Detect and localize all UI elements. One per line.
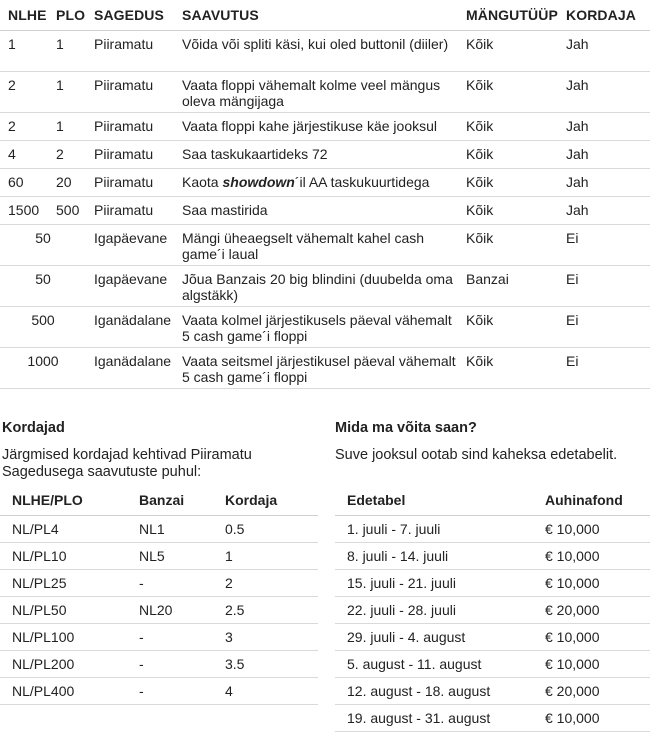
cell-points: 500 [0, 307, 86, 348]
cell-period: 19. august - 31. august [335, 705, 533, 732]
cell-period: 1. juuli - 7. juuli [335, 516, 533, 543]
table-row [0, 72, 650, 113]
cell-game-type: Kõik [458, 31, 558, 72]
cell-achievement [174, 197, 458, 225]
cell-frequency: Igapäevane [86, 225, 174, 266]
table-row [0, 678, 318, 705]
table-row [0, 597, 318, 624]
cell-game-type: Kõik [458, 141, 558, 169]
cell-frequency: Piiramatu [86, 169, 174, 197]
cell-points: 50 [0, 266, 86, 307]
table-row [335, 570, 650, 597]
cell-plo: 500 [48, 197, 86, 225]
cell-stake: NL/PL50 [0, 597, 127, 624]
cell-achievement [174, 307, 458, 348]
multipliers-title: Kordajad [2, 420, 65, 436]
prizes-table [335, 485, 650, 732]
cell-kordaja: 4 [213, 678, 318, 705]
header-prize-pool: Auhinafond [533, 485, 650, 516]
header-nlhe-plo: NLHE/PLO [0, 485, 127, 516]
cell-stake: NL/PL4 [0, 516, 127, 543]
cell-achievement [174, 225, 458, 266]
header-frequency: SAGEDUS [86, 0, 174, 31]
cell-game-type: Kõik [458, 72, 558, 113]
achievement-text: Võida või spliti käsi, kui oled buttonil (diiler) [182, 36, 449, 52]
cell-frequency: Iganädalane [86, 348, 174, 389]
table-row [335, 543, 650, 570]
cell-achievement [174, 141, 458, 169]
table-row [0, 307, 650, 348]
cell-game-type: Kõik [458, 348, 558, 389]
table-row [0, 624, 318, 651]
cell-kordaja: 2.5 [213, 597, 318, 624]
cell-plo: 1 [48, 72, 86, 113]
cell-multiplier: Ei [558, 348, 650, 389]
cell-prize: € 10,000 [533, 651, 650, 678]
cell-plo: 1 [48, 31, 86, 72]
cell-points: 1000 [0, 348, 86, 389]
cell-banzai: - [127, 570, 213, 597]
cell-kordaja: 1 [213, 543, 318, 570]
table-row [335, 678, 650, 705]
cell-banzai: NL1 [127, 516, 213, 543]
achievement-text: Vaata kolmel järjestikusels päeval vähemalt 5 cash game´i floppi [182, 312, 452, 344]
cell-period: 5. august - 11. august [335, 651, 533, 678]
achievement-text: Mängi üheaegselt vähemalt kahel cash game´i laual [182, 230, 425, 262]
cell-game-type: Kõik [458, 225, 558, 266]
cell-achievement [174, 72, 458, 113]
cell-frequency: Piiramatu [86, 31, 174, 72]
cell-banzai: - [127, 624, 213, 651]
achievement-text: Vaata floppi vähemalt kolme veel mängus oleva mängijaga [182, 77, 441, 109]
cell-banzai: - [127, 651, 213, 678]
cell-multiplier: Ei [558, 225, 650, 266]
cell-frequency: Piiramatu [86, 113, 174, 141]
cell-nlhe: 1500 [0, 197, 48, 225]
table-row [0, 570, 318, 597]
cell-frequency: Piiramatu [86, 72, 174, 113]
table-row [0, 543, 318, 570]
achievement-text: Vaata seitsmel järjestikusel päeval vähemalt 5 cash game´i floppi [182, 353, 456, 385]
cell-period: 8. juuli - 14. juuli [335, 543, 533, 570]
cell-kordaja: 2 [213, 570, 318, 597]
cell-frequency: Piiramatu [86, 141, 174, 169]
table-row [335, 597, 650, 624]
cell-game-type: Kõik [458, 169, 558, 197]
table-row [0, 31, 650, 72]
cell-nlhe: 2 [0, 72, 48, 113]
cell-period: 12. august - 18. august [335, 678, 533, 705]
achievement-text-end: ´il AA taskukuurtidega [294, 174, 430, 190]
table-row [335, 624, 650, 651]
header-multiplier: KORDAJA [558, 0, 650, 31]
table-row [0, 516, 318, 543]
table-row [0, 348, 650, 389]
multipliers-description: Järgmised kordajad kehtivad Piiramatu Sagedusega saavutuste puhul: [2, 447, 252, 480]
cell-multiplier: Jah [558, 169, 650, 197]
cell-multiplier: Ei [558, 266, 650, 307]
table-row [335, 516, 650, 543]
table-row [0, 651, 318, 678]
prizes-description: Suve jooksul ootab sind kaheksa edetabelit. [335, 447, 618, 463]
cell-prize: € 10,000 [533, 516, 650, 543]
cell-plo: 20 [48, 169, 86, 197]
cell-prize: € 20,000 [533, 597, 650, 624]
header-plo: PLO [48, 0, 86, 31]
cell-prize: € 10,000 [533, 705, 650, 732]
cell-period: 15. juuli - 21. juuli [335, 570, 533, 597]
cell-kordaja: 3.5 [213, 651, 318, 678]
table-row [0, 141, 650, 169]
cell-achievement [174, 348, 458, 389]
header-nlhe: NLHE [0, 0, 48, 31]
cell-multiplier: Jah [558, 31, 650, 72]
cell-frequency: Iganädalane [86, 307, 174, 348]
cell-nlhe: 60 [0, 169, 48, 197]
cell-frequency: Igapäevane [86, 266, 174, 307]
cell-kordaja: 3 [213, 624, 318, 651]
cell-stake: NL/PL100 [0, 624, 127, 651]
achievement-text: Kaota [182, 174, 223, 190]
cell-points: 50 [0, 225, 86, 266]
cell-achievement [174, 31, 458, 72]
cell-achievement [174, 169, 458, 197]
header-banzai: Banzai [127, 485, 213, 516]
cell-achievement [174, 266, 458, 307]
cell-multiplier: Jah [558, 72, 650, 113]
cell-nlhe: 4 [0, 141, 48, 169]
cell-kordaja: 0.5 [213, 516, 318, 543]
cell-period: 29. juuli - 4. august [335, 624, 533, 651]
cell-prize: € 10,000 [533, 624, 650, 651]
multipliers-header-row [0, 485, 318, 516]
cell-stake: NL/PL25 [0, 570, 127, 597]
cell-banzai: NL20 [127, 597, 213, 624]
table-row [0, 169, 650, 197]
cell-banzai: - [127, 678, 213, 705]
header-kordaja: Kordaja [213, 485, 318, 516]
cell-achievement [174, 113, 458, 141]
prizes-header-row [335, 485, 650, 516]
achievement-text: Vaata floppi kahe järjestikuse käe jooksul [182, 118, 438, 134]
cell-frequency: Piiramatu [86, 197, 174, 225]
multipliers-table [0, 485, 318, 705]
cell-multiplier: Ei [558, 307, 650, 348]
cell-game-type: Kõik [458, 113, 558, 141]
table-row [0, 197, 650, 225]
header-achievement: SAAVUTUS [174, 0, 458, 31]
cell-stake: NL/PL10 [0, 543, 127, 570]
cell-stake: NL/PL200 [0, 651, 127, 678]
table-row [335, 651, 650, 678]
table-row [335, 705, 650, 732]
cell-game-type: Kõik [458, 307, 558, 348]
cell-multiplier: Jah [558, 141, 650, 169]
cell-game-type: Banzai [458, 266, 558, 307]
achievement-text: Saa taskukaartideks 72 [182, 146, 328, 162]
cell-plo: 2 [48, 141, 86, 169]
cell-prize: € 20,000 [533, 678, 650, 705]
achievement-text: Saa mastirida [182, 202, 268, 218]
cell-stake: NL/PL400 [0, 678, 127, 705]
achievement-emphasis: showdown [222, 174, 295, 190]
cell-prize: € 10,000 [533, 543, 650, 570]
header-leaderboard: Edetabel [335, 485, 533, 516]
achievements-header-row [0, 0, 650, 31]
cell-plo: 1 [48, 113, 86, 141]
cell-game-type: Kõik [458, 197, 558, 225]
cell-prize: € 10,000 [533, 570, 650, 597]
prizes-title: Mida ma võita saan? [335, 420, 477, 436]
cell-period: 22. juuli - 28. juuli [335, 597, 533, 624]
table-row [0, 266, 650, 307]
table-row [0, 113, 650, 141]
cell-nlhe: 1 [0, 31, 48, 72]
cell-multiplier: Jah [558, 197, 650, 225]
achievement-text: Jõua Banzais 20 big blindini (duubelda oma algstäkk) [182, 271, 453, 303]
cell-multiplier: Jah [558, 113, 650, 141]
cell-nlhe: 2 [0, 113, 48, 141]
table-row [0, 225, 650, 266]
cell-banzai: NL5 [127, 543, 213, 570]
header-game-type: MÄNGUTÜÜP [458, 0, 558, 31]
